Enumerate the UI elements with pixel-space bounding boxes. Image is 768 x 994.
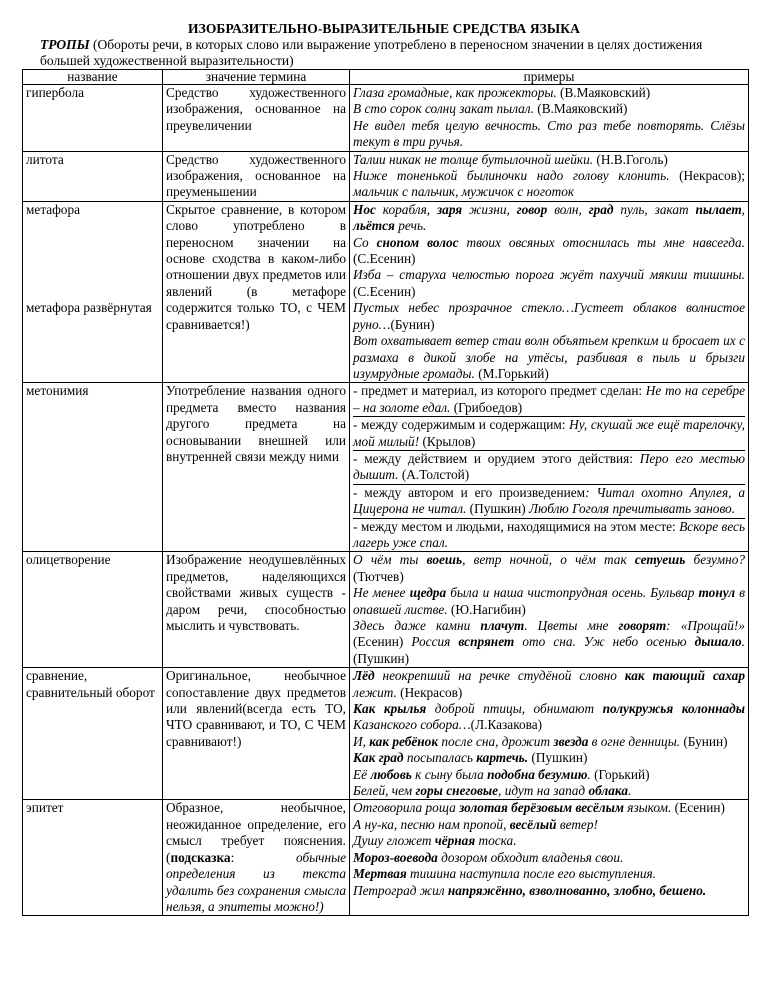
examples-cell <box>350 85 749 152</box>
example-line: Со снопом волос твоих овсяных отоснилась ты мне навсегда. (С.Есенин) <box>353 234 746 267</box>
example-line: Отговорила роща золотая берёзовым весёлым языком. (Есенин) <box>353 800 725 816</box>
example-line: - между действием и орудием этого действия: Перо его местью дышит. (А.Толстой) <box>353 451 745 485</box>
table-header-row <box>23 70 749 85</box>
example-line: Глаза громадные, как прожекторы. (В.Маяковский) <box>353 85 651 100</box>
example-line: О чём ты воешь, ветр ночной, о чём так сетуешь безумно?(Тютчев) <box>353 552 745 584</box>
example-line: Как град посыпалась картечь. (Пушкин) <box>353 750 588 766</box>
example-line: Талии никак не толще бутылочной шейки. (Н.В.Гоголь) <box>353 151 668 167</box>
definition-cell: Употребление названия одного предмета вместо названия другого предмета на основывании внешней или внутренней связи между ними <box>163 383 350 552</box>
example-line: Пустых небес прозрачное стекло…Густеет облаков волнистое руно…(Бунин) <box>353 300 745 332</box>
header-meaning: значение термина <box>163 70 350 85</box>
term-name: гипербола <box>26 85 85 100</box>
definition-cell: Средство художественного изображения, основанное на преуменьшении <box>163 151 350 201</box>
examples-cell <box>350 201 749 382</box>
example-line: - между местом и людьми, находящимися на этом месте: Вскоре весь лагерь уже спал. <box>353 518 745 550</box>
intro-keyword: ТРОПЫ <box>40 37 90 52</box>
term-cell <box>23 201 163 382</box>
header-examples: примеры <box>350 70 749 85</box>
table-row <box>23 668 749 800</box>
term-cell <box>23 151 163 201</box>
example-line: Нос корабля, заря жизни, говор волн, град пуль, закат пылает, льётся речь. <box>353 201 745 234</box>
table-row <box>23 85 749 152</box>
example-line: - между автором и его произведением: Читал охотно Апулея, а Цицерона не читал. (Пушкин) Люблю Гоголя пречитывать заново. <box>353 485 745 519</box>
term-cell <box>23 800 163 916</box>
example-line: Изба – старуха челюстью порога жуёт пахучий мякиш тишины. (С.Есенин) <box>353 267 745 299</box>
page-title: ИЗОБРАЗИТЕЛЬНО-ВЫРАЗИТЕЛЬНЫЕ СРЕДСТВА ЯЗЫКА <box>188 21 580 36</box>
example-line: А ну-ка, песню нам пропой, весёлый ветер! <box>353 816 598 832</box>
example-line: Здесь даже камни плачут. Цветы мне говорят: «Прощай!» (Есенин) Россия вспрянет ото сна. Уж небо осенью дышало. (Пушкин) <box>353 618 745 666</box>
example-line: Петроград жил напряжённо, взволнованно, злобно, бешено. <box>353 882 707 898</box>
term-name: литота <box>26 151 64 167</box>
examples-cell <box>350 151 749 201</box>
example-line: Вот охватывает ветер стаи волн объятьем крепким и бросает их с размаха в дикой злобе на утёсы, разбивая в пыль и брызги изумрудные громады. (М.Горький) <box>353 333 745 381</box>
term-cell <box>23 85 163 152</box>
definition-cell: Средство художественного изображения, основанное на преувеличении <box>163 85 350 152</box>
term-name: метонимия <box>26 383 89 399</box>
term-name: сравнение, сравнительный оборот <box>26 668 155 700</box>
example-line: Мертвая тишина наступила после его выступления. <box>353 866 656 882</box>
intro-paragraph <box>40 37 740 69</box>
example-line: В сто сорок солнц закат пылал. (В.Маяковский) <box>353 101 628 117</box>
examples-cell <box>350 800 749 916</box>
example-line: Не видел тебя целую вечность. Сто раз тебе повторять. Слёзы текут в три ручья. <box>353 117 745 150</box>
term-name: метафора развёрнутая <box>26 300 152 316</box>
intro-text: (Обороты речи, в которых слово или выражение употреблено в переносном значении в целях достижения большей художественной выразительности) <box>40 37 703 68</box>
example-line: Душу гложет чёрная тоска. <box>353 833 517 849</box>
example-line: Её любовь к сыну была подобна безумию. (Горький) <box>353 766 650 782</box>
definition-cell: Образное, необычное, неожиданное определение, его смысл требует пояснения.(подсказка: обычные определения из текста удалить без сохранения смысла нельзя, а эпитеты можно!) <box>163 800 350 916</box>
example-line: Лёд неокрепший на речке студёной словно как тающий сахар лежит. (Некрасов) <box>353 668 745 700</box>
example-line: Мороз-воевода дозором обходит владенья свои. <box>353 849 624 865</box>
example-line: - предмет и материал, из которого предмет сделан: Не то на серебре – на золоте едал. (Грибоедов) <box>353 383 745 417</box>
table-row <box>23 800 749 916</box>
table-row <box>23 201 749 382</box>
example-line: Белей, чем горы снеговые, идут на запад облака. <box>353 783 632 799</box>
example-line: Как крылья доброй птицы, обнимают полукружья колоннады Казанского собора…(Л.Казакова) <box>353 701 745 733</box>
examples-cell <box>350 552 749 668</box>
example-line: - между содержимым и содержащим: Ну, скушай же ещё тарелочку, мой милый! (Крылов) <box>353 417 745 451</box>
definition-cell: Изображение неодушевлённых предметов, наделяющихся свойствами живых существ - даром речи, способностью мыслить и чувствовать. <box>163 552 350 668</box>
header-name: название <box>23 70 163 85</box>
examples-cell <box>350 383 749 552</box>
table-row <box>23 151 749 201</box>
example-line: Ниже тоненькой былиночки надо голову клонить. (Некрасов); мальчик с пальчик, мужичок с ноготок <box>353 168 746 200</box>
example-line: И, как ребёнок после сна, дрожит звезда в огне денницы. (Бунин) <box>353 733 728 749</box>
table-row <box>23 383 749 552</box>
term-cell <box>23 552 163 668</box>
term-name: эпитет <box>26 800 64 816</box>
examples-cell <box>350 668 749 800</box>
table-row <box>23 552 749 668</box>
definition-cell: Скрытое сравнение, в котором слово употреблено в переносном значении на основе сходства в каком-либо отношении двух предметов или явлений (в метафоре содержится только ТО, с ЧЕМ сравнивается!) <box>163 201 350 382</box>
term-cell <box>23 383 163 552</box>
tropes-table <box>22 69 749 916</box>
term-name: олицетворение <box>26 552 111 568</box>
term-name: метафора <box>26 201 81 217</box>
example-line: Не менее щедра была и наша чистопрудная осень. Бульвар тонул в опавшей листве. (Ю.Нагибин) <box>353 585 745 617</box>
term-cell <box>23 668 163 800</box>
definition-cell: Оригинальное, необычное сопоставление двух предметов или явлений(всегда есть ТО, ЧТО сравнивают, и ТО, С ЧЕМ сравнивают!) <box>163 668 350 800</box>
